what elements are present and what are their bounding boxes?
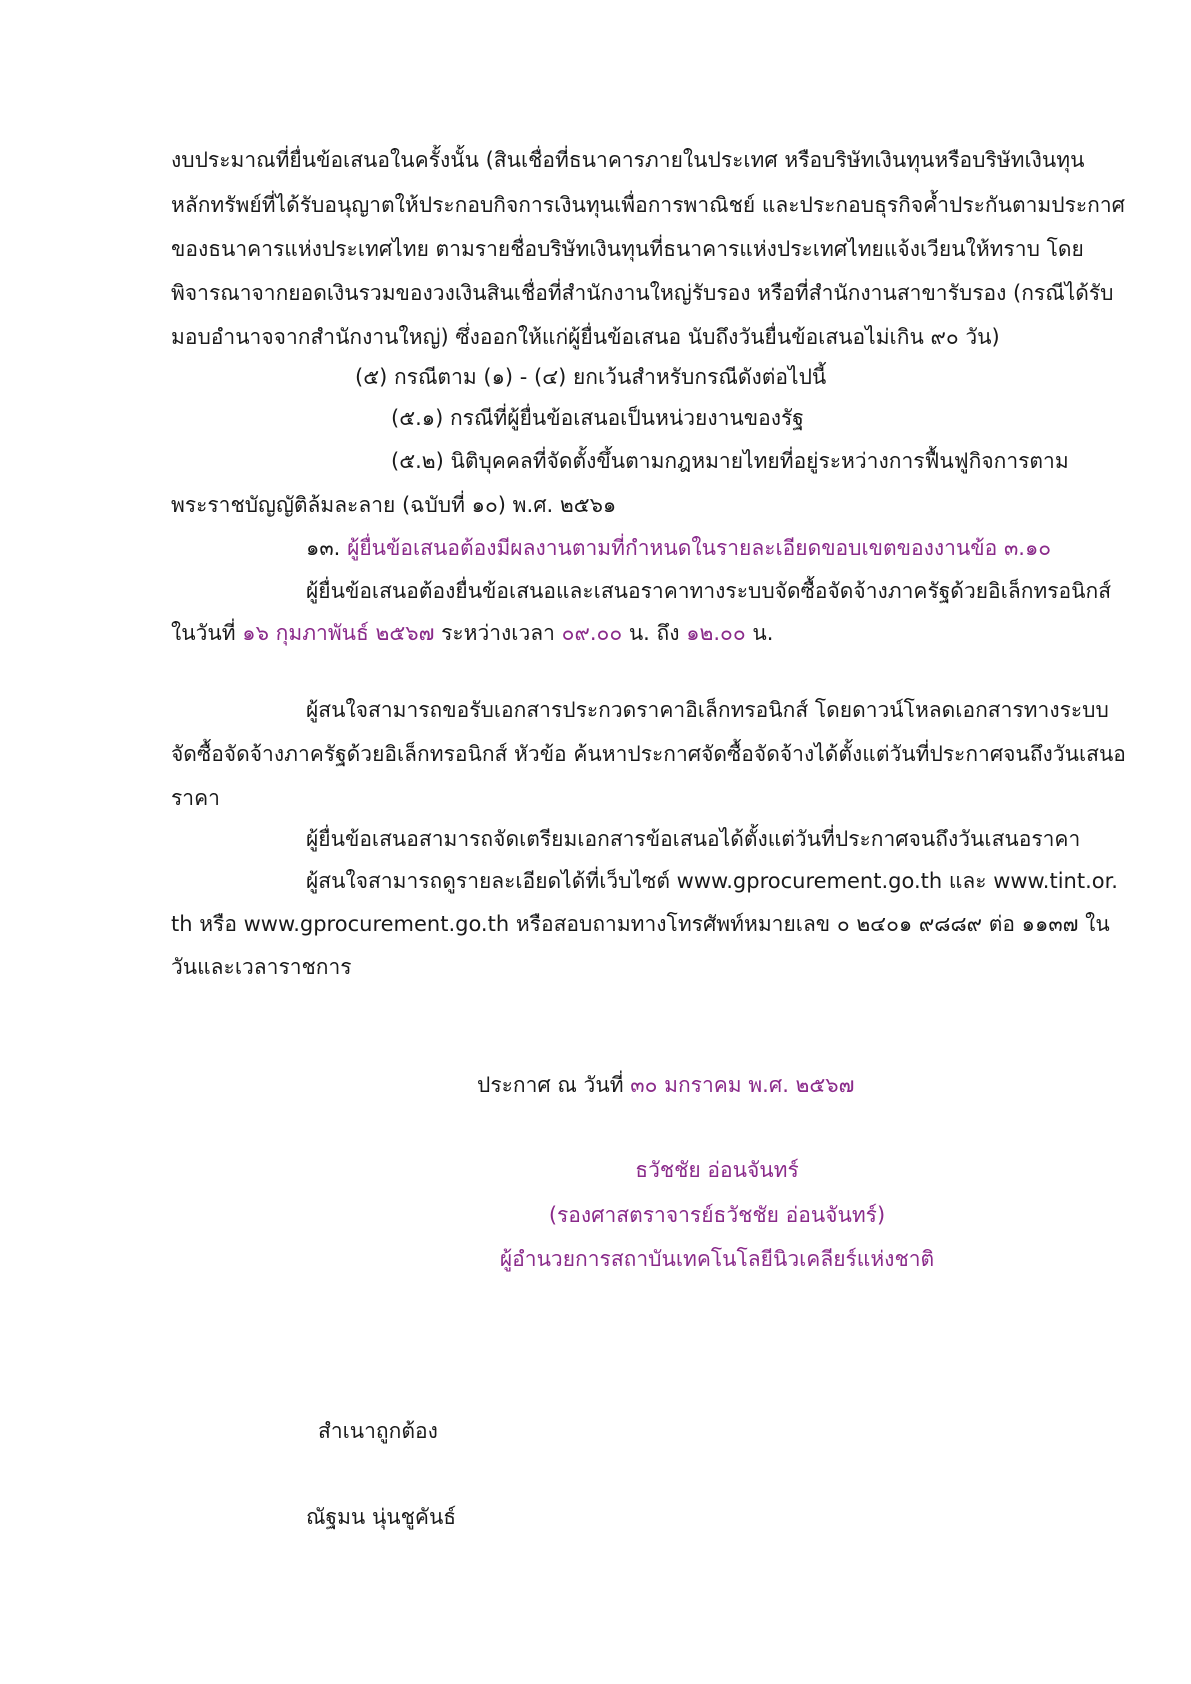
submission-date: ๑๖ กุมภาพันธ์ ๒๕๖๗ — [242, 621, 435, 645]
credit-line-2: หลักทรัพย์ที่ได้รับอนุญาตให้ประกอบกิจการเงินทุนเพื่อการพาณิชย์ และประกอบธุรกิจค้ำประกันตามประกาศ — [171, 193, 1125, 217]
exception-item-5-2-line-2: พระราชบัญญัติล้มละลาย (ฉบับที่ ๑๐) พ.ศ. ๒๕๖๑ — [171, 493, 617, 517]
info-line-1: ผู้สนใจสามารถดูรายละเอียดได้ที่เว็บไซต์ www.gprocurement.go.th และ www.tint.or. — [306, 869, 1118, 893]
certified-copy-label: สำเนาถูกต้อง — [318, 1419, 438, 1443]
item-13-number: ๑๓. — [306, 536, 341, 560]
signatory-position: ผู้อำนวยการสถาบันเทคโนโลยีนิวเคลียร์แห่งชาติ — [499, 1247, 935, 1271]
announcement-day: ๓๐ — [630, 1073, 658, 1097]
signatory-name: ธวัชชัย อ่อนจันทร์ — [635, 1158, 799, 1182]
item-13-text: ผู้ยื่นข้อเสนอต้องมีผลงานตามที่กำหนดในรายละเอียดขอบเขตของงานข้อ ๓.๑๐ — [347, 536, 1052, 560]
announcement-prefix: ประกาศ ณ วันที่ — [477, 1073, 624, 1097]
submission-unit-1: น. ถึง — [628, 621, 680, 645]
submission-time-end: ๑๒.๐๐ — [686, 621, 746, 645]
submission-unit-2: น. — [752, 621, 774, 645]
info-line-2: th หรือ www.gprocurement.go.th หรือสอบถามทางโทรศัพท์หมายเลข ๐ ๒๔๐๑ ๙๘๘๙ ต่อ ๑๑๓๗ ใน — [171, 912, 1110, 936]
announcement-year: พ.ศ. ๒๕๖๗ — [748, 1073, 855, 1097]
submission-prefix: ในวันที่ — [171, 621, 236, 645]
submission-line-2 — [171, 621, 773, 646]
credit-line-3: ของธนาคารแห่งประเทศไทย ตามรายชื่อบริษัทเงินทุนที่ธนาคารแห่งประเทศไทยแจ้งเวียนให้ทราบ โดย — [171, 237, 1084, 261]
exception-item-5-1: (๕.๑) กรณีที่ผู้ยื่นข้อเสนอเป็นหน่วยงานของรัฐ — [391, 406, 804, 430]
item-13 — [306, 536, 1051, 561]
exception-item-5: (๕) กรณีตาม (๑) - (๔) ยกเว้นสำหรับกรณีดังต่อไปนี้ — [355, 365, 827, 389]
announcement-date — [477, 1073, 854, 1098]
download-line-1: ผู้สนใจสามารถขอรับเอกสารประกวดราคาอิเล็กทรอนิกส์ โดยดาวน์โหลดเอกสารทางระบบ — [306, 698, 1109, 722]
credit-line-4: พิจารณาจากยอดเงินรวมของวงเงินสินเชื่อที่สำนักงานใหญ่รับรอง หรือที่สำนักงานสาขารับรอง (กรณีได้รับ — [171, 281, 1114, 305]
submission-time-start: ๐๙.๐๐ — [561, 621, 623, 645]
submission-between: ระหว่างเวลา — [441, 621, 555, 645]
credit-line-1: งบประมาณที่ยื่นข้อเสนอในครั้งนั้น (สินเชื่อที่ธนาคารภายในประเทศ หรือบริษัทเงินทุนหรือบริษัทเงินทุน — [171, 148, 1085, 172]
prepare-line: ผู้ยื่นข้อเสนอสามารถจัดเตรียมเอกสารข้อเสนอได้ตั้งแต่วันที่ประกาศจนถึงวันเสนอราคา — [306, 827, 1081, 851]
credit-line-5: มอบอำนาจจากสำนักงานใหญ่) ซึ่งออกให้แก่ผู้ยื่นข้อเสนอ นับถึงวันยื่นข้อเสนอไม่เกิน ๙๐ วัน) — [171, 325, 1000, 349]
info-line-3: วันและเวลาราชการ — [171, 955, 352, 979]
exception-item-5-2-line-1: (๕.๒) นิติบุคคลที่จัดตั้งขึ้นตามกฎหมายไทยที่อยู่ระหว่างการฟื้นฟูกิจการตาม — [391, 449, 1069, 473]
download-line-2: จัดซื้อจัดจ้างภาครัฐด้วยอิเล็กทรอนิกส์ หัวข้อ ค้นหาประกาศจัดซื้อจัดจ้างได้ตั้งแต่วันที่ประกาศจนถึงวันเสนอ — [171, 742, 1126, 766]
submission-line-1: ผู้ยื่นข้อเสนอต้องยื่นข้อเสนอและเสนอราคาทางระบบจัดซื้อจัดจ้างภาครัฐด้วยอิเล็กทรอนิกส์ — [306, 579, 1112, 603]
announcement-month: มกราคม — [664, 1073, 742, 1097]
certified-copy-name: ณัฐมน นุ่นชูคันธ์ — [306, 1505, 457, 1529]
signatory-full-title: (รองศาสตราจารย์ธวัชชัย อ่อนจันทร์) — [548, 1203, 886, 1227]
download-line-3: ราคา — [171, 786, 220, 810]
